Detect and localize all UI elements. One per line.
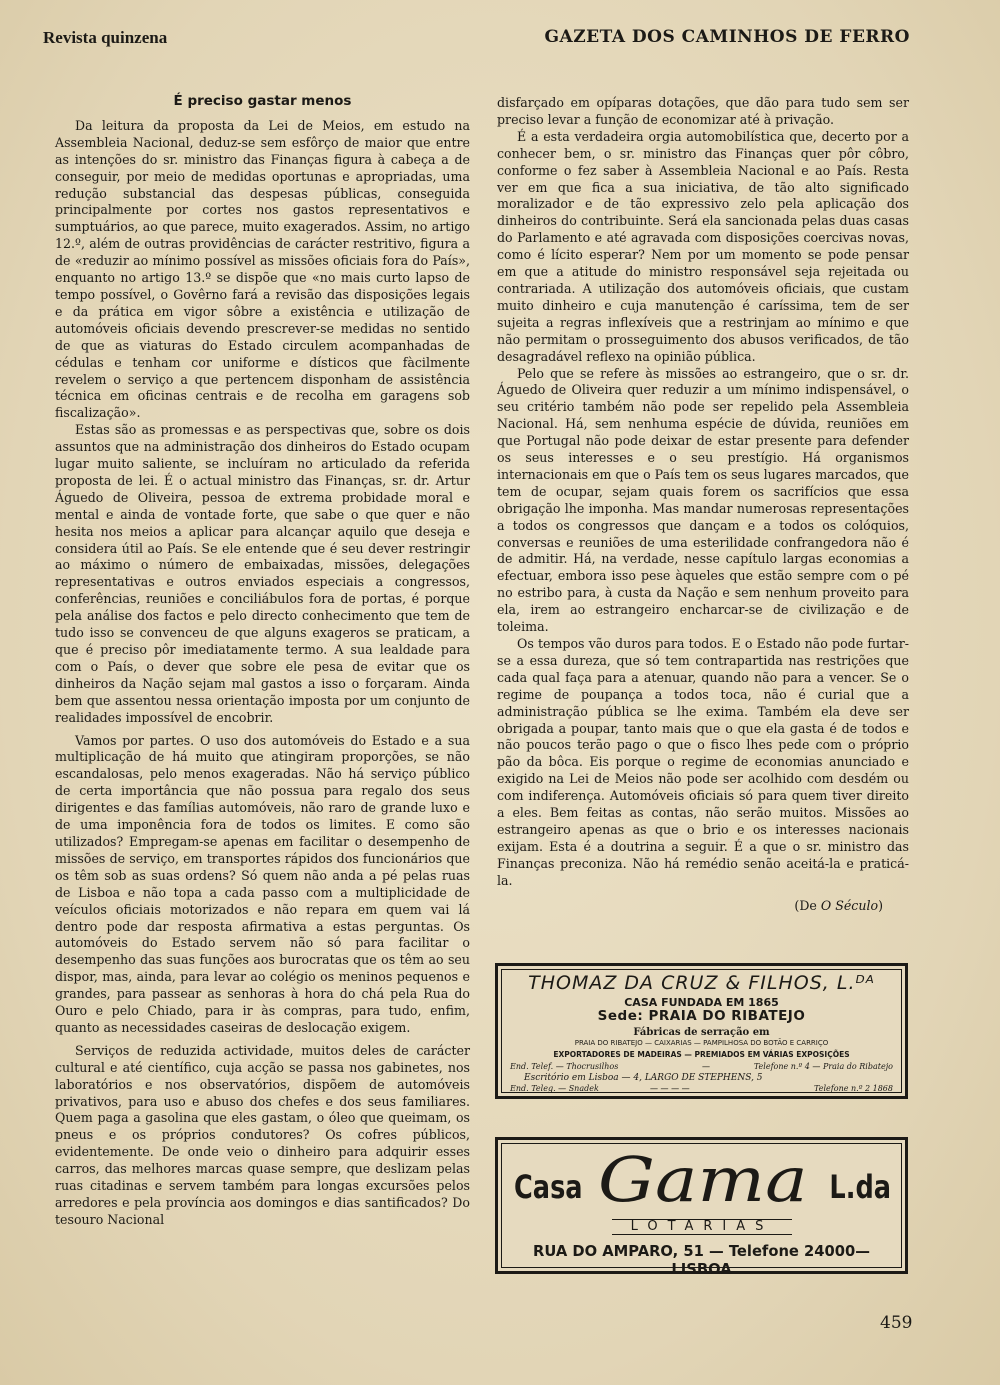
article-paragraph: Vamos por partes. O uso dos automóveis do Estado e a sua multiplicação de há muito que atingiram proporções, se não escandalosas, pelo menos exageradas. Não há serviço público de certa importância que não possua para regalo dos seus dirigentes e das famílias automóveis, não raro de grande luxo e de uma imponência fora de todos os limites. E como são utilizados? Empregam-se apenas em facilitar o desempenho de missões de serviço, em transportes rápidos dos funcionários que os têm sob as suas ordens? Só quem não anda a pé pelas ruas de Lisboa e não topa a cada passo com a multiplicidade de veículos oficiais motorizados e não repara em quem vai lá dentro pode dar resposta afirmativa a estas perguntas. Os automóveis do Estado servem não só para facilitar o desempenho das suas funções aos burocratas que os têm ao seu dispor, mas, ainda, para levar ao colégio os meninos pequenos e grandes, para passear as senhoras à hora do chá pela Rua do Ouro e pelo Chiado, para ir às compras, para tudo, enfim, quanto as necessidades caseiras de deslocação exigem. [55, 732, 470, 1035]
ad-exporters-line: EXPORTADORES DE MADEIRAS — PREMIADOS EM VÁRIAS EXPOSIÇÕES [553, 1050, 850, 1059]
article-source [497, 898, 909, 915]
article-paragraph: Da leitura da proposta da Lei de Meios, em estudo na Assembleia Nacional, deduz-se sem esfôrço de maior que entre as intenções do sr. ministro das Finanças figura à cabeça a de conseguir, por meio de medidas oportunas e apropriadas, uma redução substancial das despesas públicas, conseguida principalmente por cortes nos gastos representativos e sumptuários, ao que parece, muito exagerados. Assim, no artigo 12.º, além de outras providências de carácter restritivo, figura a de «reduzir ao mínimo possível as missões oficiais fora do País», enquanto no artigo 13.º se dispõe que «no mais curto lapso de tempo possível, o Govêrno fará a revisão das disposições legais e da prática em vigor sôbre a existência e utilização de automóveis oficiais devendo prescrever-se medidas no sentido de que as viaturas do Estado circulem acompanhadas de cédulas e tenham cor uniforme e dísticos que fàcilmente revelem o serviço a que pertencem disponham de assistência técnica em oficinas centrais e de recolha em garagens sob fiscalização». [55, 117, 470, 421]
header-publication-title: GAZETA DOS CAMINHOS DE FERRO [544, 27, 910, 47]
article-paragraph: disfarçado em opíparas dotações, que dão para tudo sem ser preciso levar a função de economizar até à privação. [497, 95, 909, 127]
ad-seat-line: Sede: PRAIA DO RIBATEJO [597, 1008, 806, 1024]
page-number: 459 [880, 1313, 913, 1333]
ad-gama-logo: Gama [598, 1143, 808, 1216]
ad-founded-line: CASA FUNDADA EM 1865 [624, 996, 779, 1009]
article-paragraph: Pelo que se refere às missões ao estrangeiro, que o sr. dr. Águedo de Oliveira quer reduzir a um mínimo indispensável, o seu critério também não pode ser repelido pela Assembleia Nacional. Há, sem nenhuma espécie de dúvida, reuniões em que Portugal não pode deixar de estar presente para defender os seus interesses e o seu prestígio. Há organismos internacionais em que o País tem os seus lugares marcados, que tem de ocupar, sejam quais forem os sacrifícios que essa obrigação lhe imponha. Mas mandar numerosas representações a todos os congressos que dançam e a todos os colóquios, conversas e reuniões de uma esterilidade confrangedora não é de admitir. Há, na verdade, nesse capítulo largas economias a efectuar, embora isso pese àqueles que estão sempre com o pé no estribo para, à custa da Nação e sem nenhum proveito para ela, irem ao estrangeiro encharcar-se de civilização e de toleima. [497, 365, 910, 635]
ad-telg-dashes: — — — — [650, 1084, 690, 1093]
ad-tel-right: Telefone n.º 4 — Praia do Ribatejo [753, 1062, 893, 1071]
header-section-label: Revista quinzena [43, 28, 168, 47]
ad-factories-heading: Fábricas de serração em [633, 1027, 770, 1038]
ad-factories-sites: PRAIA DO RIBATEJO — CAIXARIAS — PAMPILHOSA DO BOTÃO E CARRIÇO [574, 1039, 829, 1047]
article-title: É preciso gastar menos [173, 93, 352, 109]
ad-company-name: THOMAZ DA CRUZ & FILHOS, L.ᴰᴬ [528, 972, 875, 994]
advertisement-thomaz-da-cruz [495, 963, 908, 1099]
ad-address-line: RUA DO AMPARO, 51 — Telefone 24000—LISBOA [532, 1242, 871, 1278]
source-newspaper: O Século [820, 897, 879, 913]
ad-telg-left: End. Teleg. — Snadek [510, 1084, 599, 1093]
source-suffix: ) [878, 897, 883, 913]
article-paragraph: Os tempos vão duros para todos. E o Estado não pode furtar-se a essa dureza, que só tem contrapartida nas restrições que cada qual faça para a atenuar, quando não para a vencer. Se o regime de poupança a todos toca, não é curial que a administração pública se lhe exima. Também ela deve ser obrigada a poupar, tanto mais que o que ela gasta é de todos e não poucos terão pago o que o fisco lhes pede com o próprio pão da bôca. Eis porque o regime de economias anunciado e exigido na Lei de Meios não pode ser acolhido com desdém ou com indiferença. Automóveis oficiais só para quem tiver direito a eles. Bem feitas as contas, não serão muitos. Missões ao estrangeiro apenas as que o brio e os interesses nacionais exijam. Esta é a doutrina a seguir. É a que o sr. ministro das Finanças preconiza. Não há remédio senão aceitá-la e praticá-la. [497, 636, 909, 888]
ad-telg-right: Telefone n.º 2 1868 [814, 1084, 893, 1093]
article-paragraph: Serviços de reduzida actividade, muitos deles de carácter cultural e até científico, cuja acção se passa nos gabinetes, nos laboratórios e nos observatórios, dispõem de automóveis privativos, para uso e abuso dos chefes e dos seus familiares. Quem paga a gasolina que eles gastam, o óleo que queimam, os pneus e os próprios condutores? Os cofres públicos, evidentemente. De onde veio o dinheiro para adquirir esses carros, das melhores marcas quase sempre, que deslizam pelas ruas citadinas e servem também para longas excursões pelos arredores e pela província aos domingos e dias santificados? Do tesouro Nacional [55, 1042, 470, 1227]
ad-lda-word: L.da [829, 1168, 891, 1206]
article-column-left [55, 93, 470, 1229]
ad-tel-left: End. Telef. — Thocrusilhos [510, 1062, 619, 1071]
ad-tel-dash: — [702, 1062, 710, 1071]
ad-office-line: Escritório em Lisboa — 4, LARGO DE STEPHENS, 5 [524, 1073, 763, 1083]
article-paragraph: É a esta verdadeira orgia automobilística que, decerto por a conhecer bem, o sr. ministro das Finanças quer pôr côbro, conforme o fez saber à Assembleia Nacional e ao País. Resta ver em que fica a sua iniciativa, de tão alto significado moralizador e de tão expressivo zelo pela aplicação dos dinheiros do contribuinte. Será ela sancionada pelas duas casas do Parlamento e até agravada com disposições coercivas novas, como é lícito esperar? Nem por um momento se pode pensar em que a atitude do ministro responsável seja rejeitada ou contrariada. A utilização dos automóveis oficiais, que custam muito dinheiro e cuja manutenção é caríssima, tem de ser sujeita a regras inflexíveis que a restrinjam ao mínimo e que não permitam o prosseguimento dos abusos verificados, de tão desagradável reflexo na opinião pública. [497, 128, 909, 364]
source-prefix: (De [794, 897, 821, 913]
advertisement-casa-gama [495, 1137, 908, 1278]
article-paragraph: Estas são as promessas e as perspectivas que, sobre os dois assuntos que na administração dos dinheiros do Estado ocupam lugar muito saliente, se incluíram no articulado da referida proposta de lei. É o actual ministro das Finanças, sr. dr. Artur Águedo de Oliveira, pessoa de extrema probidade moral e mental e ainda de vontade forte, que sabe o que quer e não hesita nos meios a aplicar para alcançar aquilo que deseja e considera útil ao País. Se ele entende que é seu dever restringir ao máximo o número de embaixadas, missões, delegações representativas e outros enviados especiais a congressos, conferências, reuniões e conciliábulos fora de portas, é porque pela análise dos factos e pelo directo conhecimento que tem de tudo isso se convenceu de que alguns exageros se praticam, a que é preciso pôr imediatamente termo. A sua lealdade para com o País, o dever que sobre ele pesa de evitar que os dinheiros da Nação sejam mal gastos a isso o forçaram. Ainda bem que assentou nessa orientação imposta por um conjunto de realidades impossível de encobrir. [55, 422, 470, 725]
ad-casa-word: Casa [514, 1168, 583, 1206]
article-column-right [497, 95, 909, 915]
ad-lotarias-label: LOTARIAS [612, 1219, 792, 1235]
